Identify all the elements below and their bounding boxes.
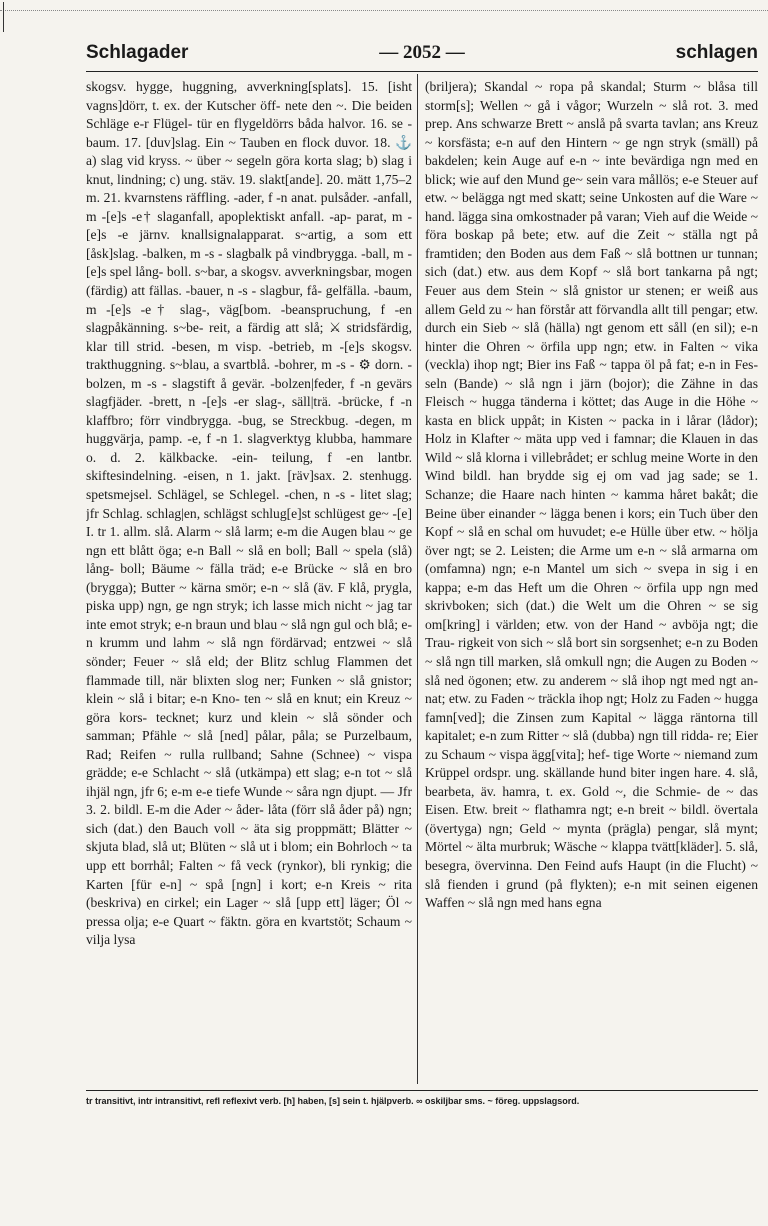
page-header — [86, 42, 758, 68]
header-left-guideword: Schlagader — [86, 42, 189, 63]
right-column-text: (briljera); Skandal ~ ropa på skandal; Sturm ~ blåsa till storm[s]; Wellen ~ gå i vågor; Wurzeln ~ slå rot. 3. med prep. Ans schwarze Brett ~ anslå på svarta tavlan; ans Kreuz ~ korsfästa; e-n auf den Hintern ~ ge ngn stryk (smäll) på bakdelen; kein Auge auf e-n ~ inte bevärdiga ngn med en blick; wie auf den Mund ge~ sein vara mållös; e-e Steuer auf etw. ~ belägga ngt med skatt; seine Unkosten auf die Ware ~ hand. lägga sina omkostnader på varan; Vieh auf die Weide ~ föra boskap på bete; etw. auf die Zeit ~ ställa ngt på framtiden; den Boden aus dem Faß ~ slå bottnen ur tunnan; sich (dat.) etw. aus dem Kopf ~ slå bort tankarna på ngt; Feuer aus dem Stein ~ slå gnistor ur stenen; er weiß aus allem Geld zu ~ han förstår att förvandla allt till pengar; etw. durch ein Sieb ~ slå (hälla) ngt genom ett såll (en sil); e-n hinter die Ohren ~ örfila upp ngn; etw. in Falten ~ vika (veckla) ihop ngt; Bier ins Faß ~ tappa öl på fat; e-n in Fes- seln (Bande) ~ slå ngn i järn (bojor); die Zähne in das Fleisch ~ hugga tänderna i köttet; das Auge in die Höhe ~ kasta en blick uppåt; in Kisten ~ packa in i lårar (lådor); Holz in Klafter ~ mäta upp ved i famnar; die Klauen in das Wild ~ slå klorna i villebrådet; er schlug meine Worte in den Wind bildl. han brydde sig ej om vad jag sade; se 1. Schanze; die Haare nach hinten ~ kamma håret bakåt; die Beine über einander ~ lägga benen i kors; ein Tuch über den Kopf ~ slå en schal om huvudet; e-e Hülle über etw. ~ hölja över ngt; se 2. Leisten; die Arme um e-n ~ slå armarna om (omfamna) ngn; e-n Mantel um sich ~ svepa in sig i en kappa; e-m das Heft um die Ohren ~ örfila upp ngn med skrivboken; sich (dat.) die Welt um die Ohren ~ se sig om[kring] i världen; etw. von der Hand ~ avböja ngt; die Trau- rigkeit von sich ~ slå bort sin sorgsenhet; e-n zu Boden ~ slå ngn till marken, slå omkull ngn; die Augen zu Boden ~ slå ned ögonen; etw. zu anderem ~ slå ihop ngt med ngt an- nat; etw. zu Faden ~ träckla ihop ngt; Holz zu Faden ~ hugga famn[ved]; die Zinsen zum Kapital ~ lägga räntorna till kapitalet; e-n zum Ritter ~ slå (dubba) ngn till ridda- re; Eier zu Schaum ~ vispa ägg[vita]; hef- tige Worte ~ niemand zum Krüppel ordspr. ung. skällande hund biter ingen hare. 4. slå, bearbeta, äv. hamra, t. ex. Gold ~, die Schmie- de ~ das Eisen. Etw. breit ~ flathamra ngt; e-n breit ~ bildl. övertala (övertyga) ngn; Geld ~ mynta (prägla) pengar, slå mynt; Mörtel ~ älta murbruk; Wäsche ~ klappa tvätt[kläder]. 5. slå, besegra, övervinna. Den Feind aufs Haupt (in die Flucht) ~ slå fienden i grund (på flykten); e-n mit seinen eigenen Waffen ~ slå ngn med hans egna — [425, 79, 758, 911]
left-column-text: skogsv. hygge, huggning, avverkning[splats]. 15. [isht vagns]dörr, t. ex. der Kutscher öff- nete den ~. Die beiden Schläge e-r Flügel- tür en flygeldörrs båda halvor. 16. se -baum. 17. [duv]slag. Ein ~ Tauben en flock duvor. 18. ⚓ a) slag vid kryss. ~ über ~ segeln göra korta slag; b) slag i knut, lindning; c) ung. stäv. 19. slakt[ande]. 20. mätt 1,75–2 m. 21. kvarnstens räffling. -ader, f -n anat. pulsåder. -anfall, m -[e]s -e† slaganfall, apoplektiskt anfall. -ap- parat, m -[e]s -e järnv. knallsignalapparat. s~artig, a som ett [åsk]slag. -balken, m -s - slagbalk på vindbrygga. -ball, m -[e]s spel lång- boll. s~bar, a skogsv. avverkningsbar, mogen (färdig) att fällas. -bauer, n -s - slagbur, få- gelfälla. -baum, m -[e]s -e† slag-, väg[bom. -beanspruchung, f -en slagpåkänning. s~be- reit, a färdig att slå; ⚔ stridsfärdig, klar till strid. -besen, m visp. -betrieb, m -[e]s skogsv. trakthuggning. s~blau, a svartblå. -bohrer, m -s - ⚙ dorn. -bolzen, m -s - slagstift å gevär. -bolzen|feder, f -n gevärs slagfjäder. -brett, n -[e]s -er slag-, säll|trä. -brücke, f -n klaffbro; förr vindbrygga. -bug, se Streckbug. -degen, m huggvärja, pamp. -e, f -n 1. slagverktyg klubba, hammare o. d. 2. kälkbacke. -ein- teilung, f -en lantbr. skiftesindelning. -eisen, n 1. jakt. [räv]sax. 2. stenhugg. spetsmejsel. Schlägel, se Schlegel. -chen, n -s - litet slag; jfr Schlag. schlag|en, schlägst schlug[e]st schlügest ge~ -[e] I. tr 1. allm. slå. Alarm ~ slå larm; e-m die Augen blau ~ ge ngn ett blått öga; e-n Ball ~ slå en boll; Ball ~ spela (slå) lång- boll; Bäume ~ fälla träd; e-e Brücke ~ slå en bro (brygga); Butter ~ kärna smör; e-n ~ slå (äv. F klå, prygla, piska upp) ngn, ge ngn stryk; ich lasse mich nicht ~ jag tar inte emot stryk; e-n braun und blau ~ slå ngn gul och blå; e-n krumm und lahm ~ slå ngn fördärvad; entzwei ~ slå sönder; Feuer ~ slå eld; der Blitz schlug Flammen det flammade till, när blixten slog ner; Funken ~ slå gnistor; klein ~ slå i bitar; e-n Kno- ten ~ slå en knut; ein Kreuz ~ göra kors- tecknet; kurz und klein ~ slå sönder och samman; Pfähle ~ slå [ned] pålar, påla; se Purzelbaum, Rad; Reifen ~ rulla rullband; Sahne (Schnee) ~ vispa grädde; e-e Schlacht ~ slå (utkämpa) ett slag; e-n tot ~ slå ihjäl ngn, jfr 6; e-m e-e tiefe Wunde ~ såra ngn djupt. — Jfr 3. 2. bildl. E-m die Ader ~ åder- låta (förr slå åder på) ngn; sich (dat.) den Bauch voll ~ äta sig proppmätt; Blätter ~ skjuta blad, slå ut; Blüten ~ slå ut i blom; ein Bohrloch ~ ta upp ett borrhål; Falten ~ få veck (rynkor), bli rynkig; die Karten [für e-n] ~ spå [ngn] i kort; e-n Kreis ~ rita (beskriva) en cirkel; ein Lager ~ slå [upp ett] läger; Öl ~ pressa olja; e-e Quart ~ fäktn. göra en kvartstöt; Schaum ~ vilja lysa — [86, 79, 412, 948]
column-divider — [417, 74, 418, 1084]
page-number: — 2052 — — [379, 42, 465, 63]
margin-mark — [3, 2, 4, 32]
left-column — [86, 78, 412, 1078]
footer-rule — [86, 1090, 758, 1091]
abbreviation-legend: tr transitivt, intr intransitivt, refl reflexivt verb. [h] haben, [s] sein t. hjälpverb. ∞ oskiljbar sms. ~ föreg. uppslagsord. — [86, 1096, 580, 1106]
top-perforation — [0, 0, 768, 11]
right-column — [425, 78, 758, 1078]
header-rule — [86, 71, 758, 72]
header-right-guideword: schlagen — [675, 42, 758, 63]
